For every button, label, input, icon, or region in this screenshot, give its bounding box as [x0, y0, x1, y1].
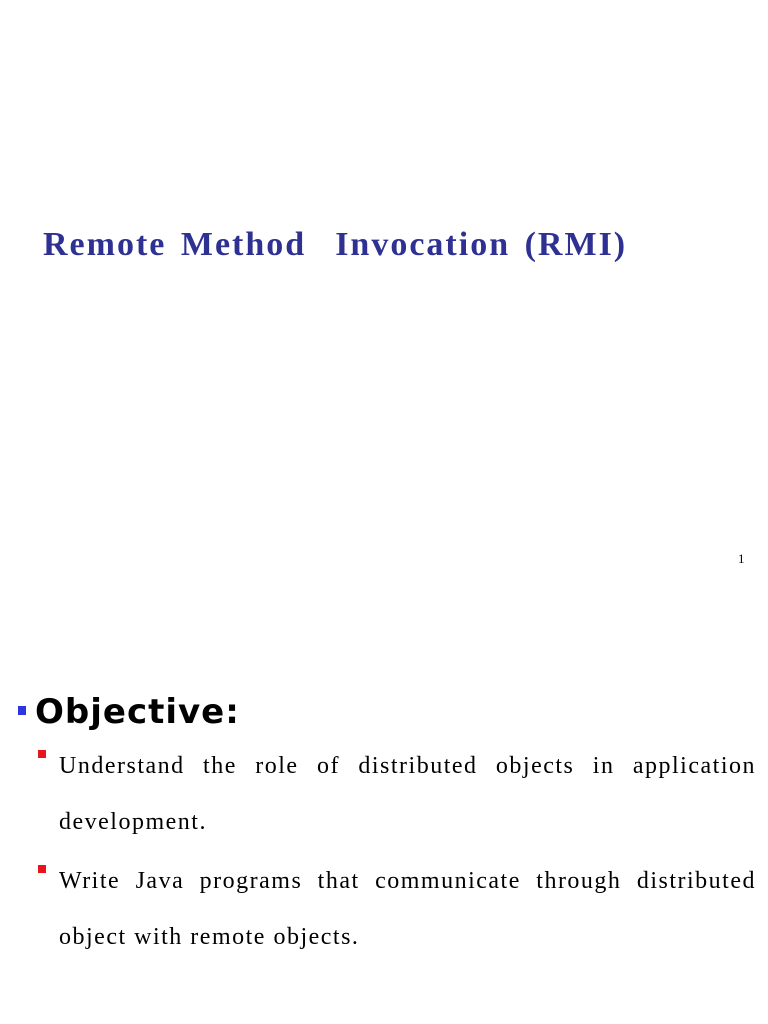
- page-number: 1: [738, 551, 745, 566]
- list-item-text: Write Java programs that communicate through distributed object with remote objects.: [59, 868, 756, 950]
- list-item-text: Understand the role of distributed objects in application development.: [59, 753, 756, 835]
- objective-section: [18, 690, 758, 950]
- objective-heading-row: [18, 690, 758, 734]
- square-bullet-icon: [18, 706, 26, 715]
- list-item: [38, 738, 756, 850]
- objective-heading: Objective:: [35, 692, 240, 732]
- square-bullet-icon: [38, 865, 46, 873]
- list-item: [38, 853, 756, 965]
- square-bullet-icon: [38, 750, 46, 758]
- objective-list: [38, 752, 756, 982]
- slide-title: Remote Method Invocation (RMI): [43, 226, 628, 263]
